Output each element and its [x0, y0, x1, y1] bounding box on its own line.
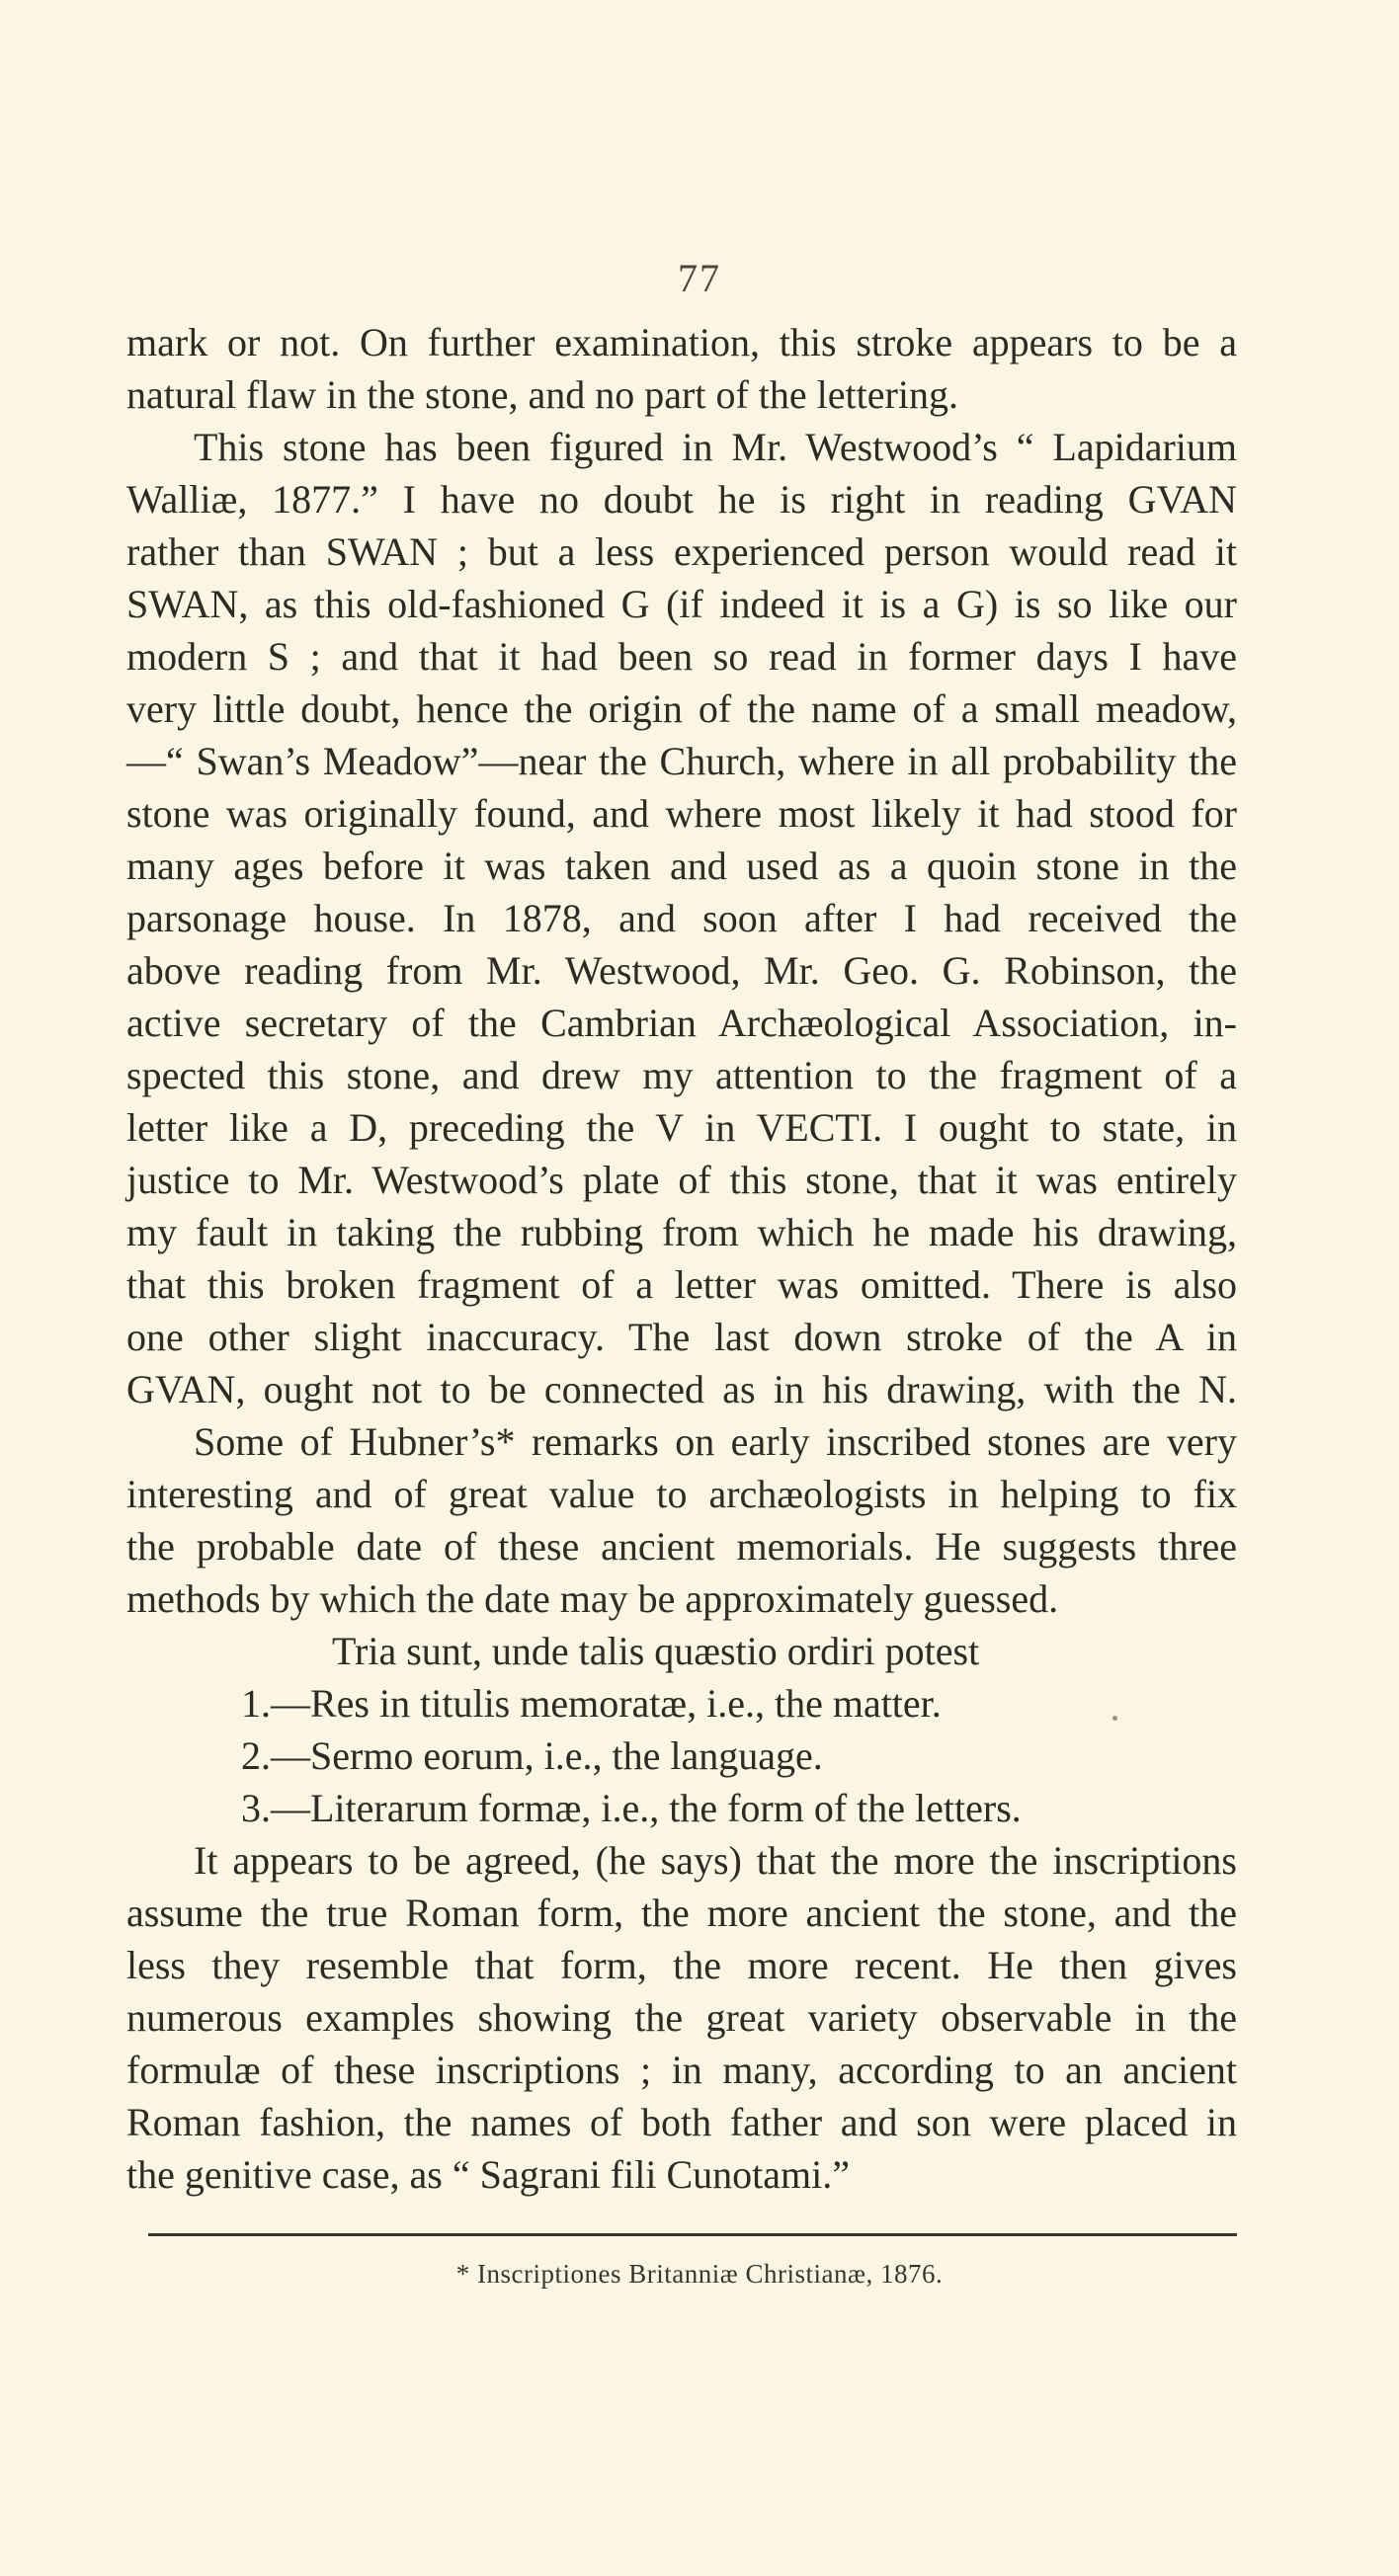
latin-quote-line: Tria sunt, unde talis quæstio ordiri potest	[332, 1629, 980, 1673]
text-line: interesting and of great value to archæologists in helping to fix	[126, 1472, 1237, 1516]
text-line: justice to Mr. Westwood’s plate of this stone, that it was entirely	[126, 1158, 1237, 1202]
text-line: —“ Swan’s Meadow”—near the Church, where in all probability the	[126, 739, 1237, 783]
text-line: SWAN, as this old-fashioned G (if indeed it is a G) is so like our	[126, 582, 1237, 626]
ink-speck	[1112, 1716, 1117, 1721]
page-number: 77	[678, 256, 721, 300]
text-line: methods by which the date may be approximately guessed.	[126, 1576, 1059, 1621]
paragraph-start-line: It appears to be agreed, (he says) that the more the inscriptions	[194, 1838, 1237, 1883]
footnote-rule	[148, 2233, 1237, 2236]
text-line: the genitive case, as “ Sagrani fili Cunotami.”	[126, 2152, 850, 2197]
text-line: assume the true Roman form, the more ancient the stone, and the	[126, 1891, 1237, 1935]
text-line: one other slight inaccuracy. The last down stroke of the A in	[126, 1315, 1237, 1359]
text-line: parsonage house. In 1878, and soon after I had received the	[126, 896, 1237, 940]
text-line: very little doubt, hence the origin of the name of a small meadow,	[126, 686, 1237, 731]
text-line: modern S ; and that it had been so read in former days I have	[126, 634, 1237, 679]
text-line: less they resemble that form, the more recent. He then gives	[126, 1943, 1237, 1987]
text-line: numerous examples showing the great variety observable in the	[126, 1995, 1237, 2040]
list-item: 1.—Res in titulis memoratæ, i.e., the matter.	[241, 1681, 942, 1726]
text-line: rather than SWAN ; but a less experienced person would read it	[126, 529, 1237, 574]
text-line: Walliæ, 1877.” I have no doubt he is right in reading GVAN	[126, 477, 1237, 522]
text-line: spected this stone, and drew my attention to the fragment of a	[126, 1053, 1237, 1097]
text-line: GVAN, ought not to be connected as in his drawing, with the N.	[126, 1367, 1237, 1411]
text-line: Roman fashion, the names of both father and son were placed in	[126, 2100, 1237, 2144]
paragraph-start-line: This stone has been figured in Mr. Westwood’s “ Lapidarium	[194, 425, 1237, 469]
text-line: stone was originally found, and where most likely it had stood for	[126, 791, 1237, 836]
body-text	[126, 316, 1237, 2201]
text-line: mark or not. On further examination, this stroke appears to be a	[126, 320, 1237, 364]
list-item: 3.—Literarum formæ, i.e., the form of the letters.	[241, 1786, 1022, 1830]
text-line: letter like a D, preceding the V in VECTI. I ought to state, in	[126, 1105, 1237, 1150]
text-line: the probable date of these ancient memorials. He suggests three	[126, 1524, 1237, 1569]
text-line: formulæ of these inscriptions ; in many, according to an ancient	[126, 2048, 1237, 2092]
text-line: that this broken fragment of a letter was omitted. There is also	[126, 1262, 1237, 1307]
text-line: my fault in taking the rubbing from which he made his drawing,	[126, 1210, 1237, 1254]
footnote: * Inscriptiones Britanniæ Christianæ, 1876.	[455, 2259, 944, 2289]
text-line: active secretary of the Cambrian Archæological Association, in-	[126, 1001, 1237, 1045]
paragraph-start-line: Some of Hubner’s* remarks on early inscribed stones are very	[194, 1419, 1237, 1464]
list-item: 2.—Sermo eorum, i.e., the language.	[241, 1733, 823, 1778]
text-line: many ages before it was taken and used as a quoin stone in the	[126, 844, 1237, 888]
text-line: natural flaw in the stone, and no part of the lettering.	[126, 372, 958, 417]
text-line: above reading from Mr. Westwood, Mr. Geo. G. Robinson, the	[126, 948, 1237, 993]
